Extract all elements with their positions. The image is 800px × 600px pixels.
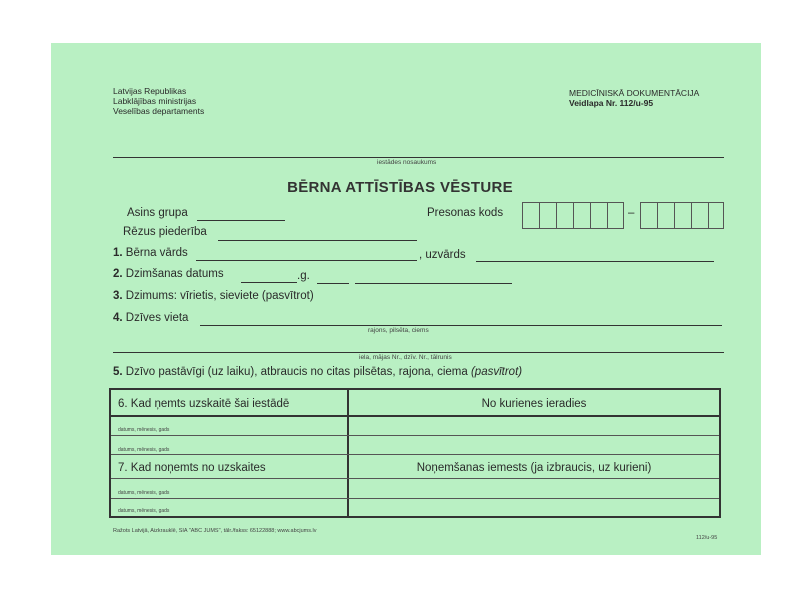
item-4-label: 4. Dzīves vieta — [113, 312, 189, 324]
form-number: Veidlapa Nr. 112/u-95 — [569, 98, 654, 108]
residence-caption: rajons, pilsēta, ciems — [368, 327, 429, 334]
doc-type-block — [569, 88, 699, 108]
date-caption-1: datums, mēnesis, gads — [118, 427, 170, 433]
residence-field[interactable] — [200, 325, 722, 326]
issuer-line-3: Veselības departaments — [113, 106, 205, 116]
document-title: BĒRNA ATTĪSTĪBAS VĒSTURE — [287, 179, 513, 196]
birth-date-field[interactable] — [241, 282, 297, 283]
rhesus-label: Rēzus piederība — [123, 226, 207, 238]
issuer-block — [113, 86, 204, 116]
rhesus-field[interactable] — [218, 240, 417, 241]
first-name-field[interactable] — [196, 260, 417, 261]
table-rule — [111, 415, 719, 417]
year-suffix: .g. — [297, 270, 310, 282]
address-caption: iela, mājas Nr., dzīv. Nr., tālrunis — [359, 354, 452, 361]
address-field[interactable] — [113, 352, 724, 353]
issuer-line-1: Latvijas Republikas — [113, 86, 187, 96]
surname-field[interactable] — [476, 261, 714, 262]
personal-code-label: Presonas kods — [427, 207, 504, 219]
footer-code: 112/u-95 — [696, 535, 718, 541]
header-deregistered: 7. Kad noņemts no uzskaites — [118, 462, 266, 474]
header-arrived-from: No kurienes ieradies — [481, 398, 587, 410]
birth-extra-field[interactable] — [317, 283, 349, 284]
personal-code-part1[interactable] — [522, 202, 624, 229]
item-2-label: 2. Dzimšanas datums — [113, 268, 224, 280]
item-3-label: 3. Dzimums: vīrietis, sieviete (pasvītrot) — [113, 290, 314, 302]
item-5-label: 5. Dzīvo pastāvīgi (uz laiku), atbraucis no citas pilsētas, rajona, ciema (pasvītrot) — [113, 366, 523, 378]
issuer-line-2: Labklājības ministrijas — [113, 96, 197, 106]
institution-caption: iestādes nosaukums — [377, 159, 437, 166]
header-deregistration-reason: Noņemšanas iemests (ja izbraucis, uz kurieni) — [416, 462, 652, 474]
header-registered: 6. Kad ņemts uzskaitē šai iestādē — [118, 398, 290, 410]
blood-group-label: Asins grupa — [127, 207, 188, 219]
table-row[interactable] — [111, 454, 719, 455]
personal-code-dash: – — [628, 207, 635, 219]
table-row[interactable] — [111, 498, 719, 499]
blood-group-field[interactable] — [197, 220, 285, 221]
date-caption-2: datums, mēnesis, gads — [118, 447, 170, 453]
date-caption-3: datums, mēnesis, gads — [118, 490, 170, 496]
item-1-label: 1. Bērna vārds — [113, 247, 188, 259]
registration-table — [109, 388, 721, 518]
birth-place-field[interactable] — [355, 283, 512, 284]
date-caption-4: datums, mēnesis, gads — [118, 508, 170, 514]
personal-code-part2[interactable] — [640, 202, 724, 229]
institution-line[interactable] — [113, 157, 724, 158]
doc-type-title: MEDICĪNISKĀ DOKUMENTĀCIJA — [569, 88, 700, 98]
table-row[interactable] — [111, 435, 719, 436]
surname-label: , uzvārds — [419, 249, 466, 261]
printer-note: Ražots Latvijā, Aizkrauklē, SIA "ABC JUMS", tālr./fakss: 65122888; www.abcjums.lv — [113, 528, 317, 534]
table-rule-2 — [111, 478, 719, 479]
